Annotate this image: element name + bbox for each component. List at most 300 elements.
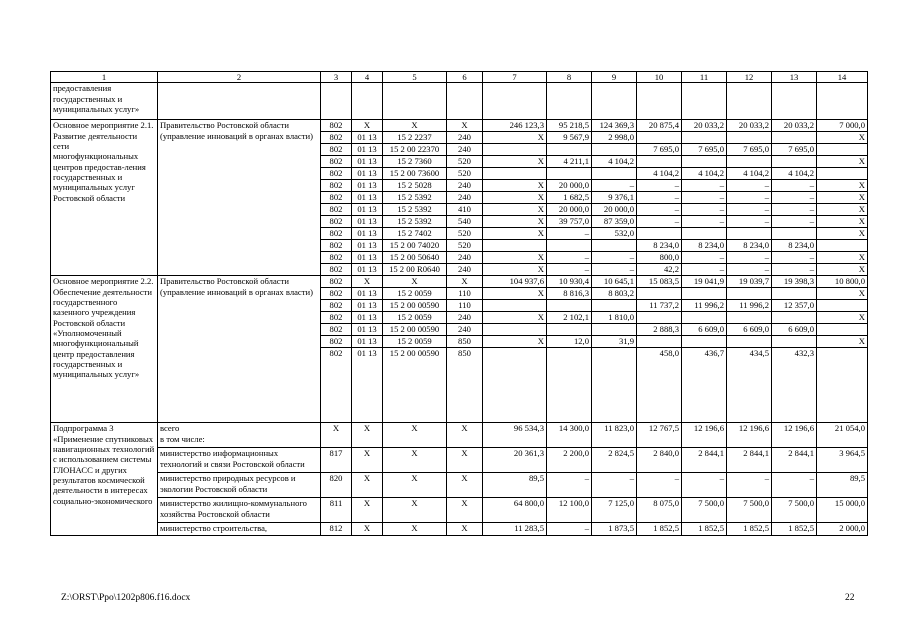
value-cell (772, 312, 817, 324)
value-cell: 4 211,1 (547, 156, 592, 168)
value-cell: 802 (321, 204, 352, 216)
column-number: 7 (483, 72, 547, 83)
value-cell: 19 041,9 (682, 276, 727, 288)
value-cell: X (447, 423, 483, 448)
value-cell: X (383, 523, 447, 536)
value-cell: 520 (447, 228, 483, 240)
empty-cell (447, 83, 483, 120)
value-cell (817, 168, 868, 180)
value-cell: – (727, 252, 772, 264)
value-cell: 1 873,5 (592, 523, 637, 536)
value-cell: 434,5 (727, 348, 772, 423)
value-cell: 2 200,0 (547, 448, 592, 473)
value-cell: – (772, 252, 817, 264)
value-cell: – (682, 192, 727, 204)
column-number: 12 (727, 72, 772, 83)
value-cell: X (817, 180, 868, 192)
executor-sublabel: в том числе: (160, 433, 205, 444)
value-cell: – (637, 180, 682, 192)
empty-cell (352, 83, 383, 120)
value-cell: – (592, 180, 637, 192)
value-cell (483, 144, 547, 156)
value-cell: X (817, 216, 868, 228)
value-cell (772, 336, 817, 348)
value-cell (547, 144, 592, 156)
value-cell: 4 104,2 (727, 168, 772, 180)
value-cell: 19 039,7 (727, 276, 772, 288)
value-cell: 458,0 (637, 348, 682, 423)
value-cell: – (727, 204, 772, 216)
value-cell (817, 240, 868, 252)
value-cell: X (483, 192, 547, 204)
value-cell: X (447, 498, 483, 523)
value-cell: 01 13 (352, 156, 383, 168)
value-cell: 7 695,0 (772, 144, 817, 156)
value-cell: X (352, 120, 383, 132)
table-row (51, 473, 868, 498)
value-cell (727, 288, 772, 300)
value-cell: – (772, 180, 817, 192)
executor-label: министерство информационных технологий и связи Ростовской области (160, 448, 305, 469)
value-cell: 20 000,0 (547, 180, 592, 192)
value-cell: 3 964,5 (817, 448, 868, 473)
value-cell: 01 13 (352, 264, 383, 276)
value-cell (592, 168, 637, 180)
value-cell: 15 000,0 (817, 498, 868, 523)
value-cell (727, 312, 772, 324)
value-cell: 89,5 (483, 473, 547, 498)
value-cell: X (817, 228, 868, 240)
empty-cell (547, 83, 592, 120)
value-cell: – (772, 264, 817, 276)
value-cell: 817 (321, 448, 352, 473)
value-cell (772, 228, 817, 240)
value-cell: 520 (447, 168, 483, 180)
value-cell: X (483, 216, 547, 228)
value-cell: 246 123,3 (483, 120, 547, 132)
value-cell (637, 132, 682, 144)
value-cell: X (817, 288, 868, 300)
value-cell (817, 348, 868, 423)
column-number: 14 (817, 72, 868, 83)
executor-name (158, 498, 321, 523)
value-cell: – (592, 473, 637, 498)
value-cell: 802 (321, 228, 352, 240)
continuation-text: предоставления государственных и муниципальных услуг» (51, 83, 158, 120)
value-cell: 95 218,5 (547, 120, 592, 132)
value-cell: – (547, 252, 592, 264)
value-cell: 31,9 (592, 336, 637, 348)
table-row (51, 423, 868, 448)
value-cell: – (727, 216, 772, 228)
value-cell: 15 2 5392 (383, 204, 447, 216)
value-cell (483, 168, 547, 180)
value-cell: 4 104,2 (772, 168, 817, 180)
value-cell: 2 844,1 (772, 448, 817, 473)
value-cell: 8 234,0 (727, 240, 772, 252)
value-cell: X (352, 498, 383, 523)
value-cell: 802 (321, 156, 352, 168)
value-cell: 1 810,0 (592, 312, 637, 324)
value-cell: 240 (447, 312, 483, 324)
value-cell (637, 228, 682, 240)
value-cell: 240 (447, 324, 483, 336)
executor-label: министерство жилищно-коммунального хозяйства Ростовской области (160, 498, 307, 519)
value-cell: 20 875,4 (637, 120, 682, 132)
value-cell: 8 234,0 (772, 240, 817, 252)
value-cell: 540 (447, 216, 483, 228)
empty-cell (637, 83, 682, 120)
column-number: 1 (51, 72, 158, 83)
value-cell (547, 240, 592, 252)
value-cell: 812 (321, 523, 352, 536)
value-cell: 811 (321, 498, 352, 523)
empty-cell (772, 83, 817, 120)
value-cell: 6 609,0 (682, 324, 727, 336)
value-cell: 01 13 (352, 180, 383, 192)
column-number: 3 (321, 72, 352, 83)
value-cell (592, 240, 637, 252)
table-row (51, 120, 868, 132)
value-cell: X (383, 498, 447, 523)
value-cell: 12 767,5 (637, 423, 682, 448)
value-cell: 15 2 0059 (383, 312, 447, 324)
value-cell: 240 (447, 252, 483, 264)
value-cell (772, 288, 817, 300)
value-cell: X (447, 276, 483, 288)
value-cell: – (637, 192, 682, 204)
value-cell: 9 376,1 (592, 192, 637, 204)
value-cell: 01 13 (352, 144, 383, 156)
value-cell: 802 (321, 168, 352, 180)
value-cell: 850 (447, 348, 483, 423)
value-cell: 850 (447, 336, 483, 348)
value-cell: 42,2 (637, 264, 682, 276)
value-cell (483, 324, 547, 336)
value-cell: 20 033,2 (682, 120, 727, 132)
value-cell: X (352, 423, 383, 448)
value-cell: 1 852,5 (727, 523, 772, 536)
value-cell: X (817, 264, 868, 276)
value-cell: X (383, 276, 447, 288)
value-cell: 520 (447, 156, 483, 168)
value-cell: 7 125,0 (592, 498, 637, 523)
value-cell: 4 104,2 (682, 168, 727, 180)
value-cell: 1 682,5 (547, 192, 592, 204)
value-cell: 12 196,6 (772, 423, 817, 448)
value-cell: – (727, 180, 772, 192)
value-cell: 2 840,0 (637, 448, 682, 473)
value-cell: 1 852,5 (637, 523, 682, 536)
value-cell (817, 144, 868, 156)
value-cell: X (817, 156, 868, 168)
value-cell: – (682, 216, 727, 228)
value-cell (483, 240, 547, 252)
value-cell: X (817, 192, 868, 204)
value-cell: 802 (321, 300, 352, 312)
column-number: 5 (383, 72, 447, 83)
value-cell: – (637, 473, 682, 498)
value-cell: 802 (321, 120, 352, 132)
value-cell: 64 800,0 (483, 498, 547, 523)
value-cell: 15 2 2237 (383, 132, 447, 144)
value-cell: X (483, 312, 547, 324)
value-cell: 12 357,0 (772, 300, 817, 312)
value-cell: – (727, 264, 772, 276)
table-row (51, 448, 868, 473)
value-cell (817, 300, 868, 312)
value-cell: 20 033,2 (727, 120, 772, 132)
value-cell: 1 852,5 (772, 523, 817, 536)
value-cell: 15 2 00 73600 (383, 168, 447, 180)
table-row (51, 276, 868, 288)
value-cell: 8 234,0 (637, 240, 682, 252)
value-cell: 15 2 7402 (383, 228, 447, 240)
value-cell (637, 288, 682, 300)
value-cell: 8 234,0 (682, 240, 727, 252)
value-cell: – (547, 264, 592, 276)
value-cell: 11 283,5 (483, 523, 547, 536)
value-cell (547, 348, 592, 423)
value-cell: 12 100,0 (547, 498, 592, 523)
value-cell: 01 13 (352, 300, 383, 312)
measure-name: Основное мероприятие 2.2. Обеспечение деятельности государственного казенного учреждения Ростовской области «Уполномоченный многофункциональный центр предоставления государственных и муниципальных услуг» (51, 276, 158, 423)
value-cell: 240 (447, 132, 483, 144)
value-cell: 7 695,0 (637, 144, 682, 156)
value-cell: 7 695,0 (682, 144, 727, 156)
value-cell (592, 348, 637, 423)
value-cell: 12 196,6 (682, 423, 727, 448)
value-cell: X (352, 523, 383, 536)
column-number: 13 (772, 72, 817, 83)
value-cell: X (383, 423, 447, 448)
value-cell: X (483, 180, 547, 192)
value-cell: 21 054,0 (817, 423, 868, 448)
value-cell: 15 2 00 22370 (383, 144, 447, 156)
value-cell: 96 534,3 (483, 423, 547, 448)
value-cell: X (383, 448, 447, 473)
value-cell: 7 000,0 (817, 120, 868, 132)
value-cell: 110 (447, 288, 483, 300)
value-cell: 15 2 00 00590 (383, 300, 447, 312)
value-cell: 11 996,2 (727, 300, 772, 312)
page-number: 22 (845, 593, 855, 603)
value-cell: 01 13 (352, 132, 383, 144)
executor-label: министерство строительства, (160, 523, 268, 534)
value-cell: 802 (321, 312, 352, 324)
value-cell: 2 824,5 (592, 448, 637, 473)
value-cell (483, 300, 547, 312)
value-cell: 802 (321, 252, 352, 264)
value-cell (682, 288, 727, 300)
empty-cell (383, 83, 447, 120)
value-cell: – (682, 473, 727, 498)
value-cell: 01 13 (352, 240, 383, 252)
table-row (51, 498, 868, 523)
value-cell: 436,7 (682, 348, 727, 423)
value-cell: 01 13 (352, 348, 383, 423)
executor-name: Правительство Ростовской области (управление инноваций в органах власти) (158, 276, 321, 423)
value-cell: 240 (447, 192, 483, 204)
value-cell: X (817, 336, 868, 348)
value-cell: – (637, 216, 682, 228)
value-cell: 2 102,1 (547, 312, 592, 324)
value-cell: – (637, 204, 682, 216)
continuation-row (51, 83, 868, 120)
value-cell: 15 2 7360 (383, 156, 447, 168)
value-cell: 15 2 00 R0640 (383, 264, 447, 276)
value-cell: 104 937,6 (483, 276, 547, 288)
value-cell: 802 (321, 348, 352, 423)
value-cell: 1 852,5 (682, 523, 727, 536)
value-cell: 2 888,3 (637, 324, 682, 336)
value-cell: X (352, 276, 383, 288)
value-cell: 8 803,2 (592, 288, 637, 300)
empty-cell (321, 83, 352, 120)
footer-file-path: Z:\ORST\Ppo\1202p806.f16.docx (61, 593, 191, 603)
value-cell: X (483, 156, 547, 168)
value-cell: 802 (321, 240, 352, 252)
value-cell: – (592, 264, 637, 276)
value-cell (772, 132, 817, 144)
value-cell: 19 398,3 (772, 276, 817, 288)
value-cell: 520 (447, 240, 483, 252)
value-cell: X (817, 312, 868, 324)
value-cell: 7 500,0 (772, 498, 817, 523)
value-cell: 6 609,0 (772, 324, 817, 336)
value-cell: 10 930,4 (547, 276, 592, 288)
value-cell: X (483, 288, 547, 300)
value-cell: 01 13 (352, 216, 383, 228)
value-cell: 802 (321, 132, 352, 144)
value-cell: 15 2 00 00590 (383, 324, 447, 336)
value-cell (682, 132, 727, 144)
value-cell: 01 13 (352, 192, 383, 204)
value-cell: 01 13 (352, 312, 383, 324)
value-cell: 4 104,2 (637, 168, 682, 180)
value-cell (727, 228, 772, 240)
value-cell: 2 844,1 (682, 448, 727, 473)
value-cell: 01 13 (352, 228, 383, 240)
executor-name: Правительство Ростовской области (управление инноваций в органах власти) (158, 120, 321, 276)
value-cell: 12 196,6 (727, 423, 772, 448)
value-cell (727, 156, 772, 168)
value-cell: 01 13 (352, 252, 383, 264)
value-cell: 15 2 00 74020 (383, 240, 447, 252)
value-cell: 15 2 5392 (383, 192, 447, 204)
measure-name: Основное мероприятие 2.1. Развитие деятельности сети многофункциональных центров предостав-ления государственных и муниципальных услуг Ростовской области (51, 120, 158, 276)
value-cell: X (483, 264, 547, 276)
value-cell: X (483, 132, 547, 144)
header-row (51, 72, 868, 83)
value-cell: X (817, 204, 868, 216)
value-cell: 2 998,0 (592, 132, 637, 144)
value-cell: 01 13 (352, 288, 383, 300)
value-cell (727, 336, 772, 348)
column-number: 6 (447, 72, 483, 83)
value-cell: 11 823,0 (592, 423, 637, 448)
value-cell: X (817, 132, 868, 144)
value-cell: 532,0 (592, 228, 637, 240)
value-cell: X (383, 473, 447, 498)
value-cell: 01 13 (352, 204, 383, 216)
executor-name (158, 448, 321, 473)
column-number: 10 (637, 72, 682, 83)
value-cell: 2 844,1 (727, 448, 772, 473)
value-cell: 802 (321, 216, 352, 228)
column-number: 9 (592, 72, 637, 83)
value-cell: 410 (447, 204, 483, 216)
value-cell (547, 324, 592, 336)
value-cell (682, 336, 727, 348)
value-cell (592, 324, 637, 336)
executor-label: всего (160, 423, 180, 434)
value-cell: 802 (321, 336, 352, 348)
value-cell: 01 13 (352, 336, 383, 348)
value-cell (727, 132, 772, 144)
value-cell: X (817, 252, 868, 264)
value-cell: 4 104,2 (592, 156, 637, 168)
value-cell: – (547, 473, 592, 498)
value-cell (772, 156, 817, 168)
value-cell (682, 156, 727, 168)
value-cell: – (727, 192, 772, 204)
empty-cell (727, 83, 772, 120)
table-row (51, 523, 868, 536)
value-cell: – (772, 473, 817, 498)
empty-cell (682, 83, 727, 120)
value-cell: 01 13 (352, 168, 383, 180)
column-number: 11 (682, 72, 727, 83)
value-cell: 15 2 00 00590 (383, 348, 447, 423)
value-cell: 7 500,0 (727, 498, 772, 523)
value-cell (682, 228, 727, 240)
value-cell: 39 757,0 (547, 216, 592, 228)
value-cell: 240 (447, 180, 483, 192)
value-cell: X (483, 336, 547, 348)
value-cell: 15 2 5392 (383, 216, 447, 228)
value-cell: 15 2 5028 (383, 180, 447, 192)
executor-label: министерство природных ресурсов и экологии Ростовской области (160, 473, 296, 494)
value-cell: 802 (321, 192, 352, 204)
value-cell: X (483, 228, 547, 240)
value-cell (592, 300, 637, 312)
value-cell: 11 737,2 (637, 300, 682, 312)
value-cell: 432,3 (772, 348, 817, 423)
value-cell: X (447, 473, 483, 498)
column-number: 8 (547, 72, 592, 83)
value-cell: 240 (447, 144, 483, 156)
value-cell: X (483, 252, 547, 264)
value-cell: X (383, 120, 447, 132)
value-cell (682, 312, 727, 324)
value-cell (637, 156, 682, 168)
value-cell (547, 168, 592, 180)
value-cell: 11 996,2 (682, 300, 727, 312)
empty-cell (158, 83, 321, 120)
executor-name (158, 473, 321, 498)
value-cell (637, 312, 682, 324)
value-cell: – (772, 192, 817, 204)
value-cell: – (682, 180, 727, 192)
value-cell: 8 075,0 (637, 498, 682, 523)
value-cell: 14 300,0 (547, 423, 592, 448)
value-cell: 124 369,3 (592, 120, 637, 132)
empty-cell (483, 83, 547, 120)
value-cell: X (447, 523, 483, 536)
value-cell: 820 (321, 473, 352, 498)
value-cell: 15 2 00 50640 (383, 252, 447, 264)
